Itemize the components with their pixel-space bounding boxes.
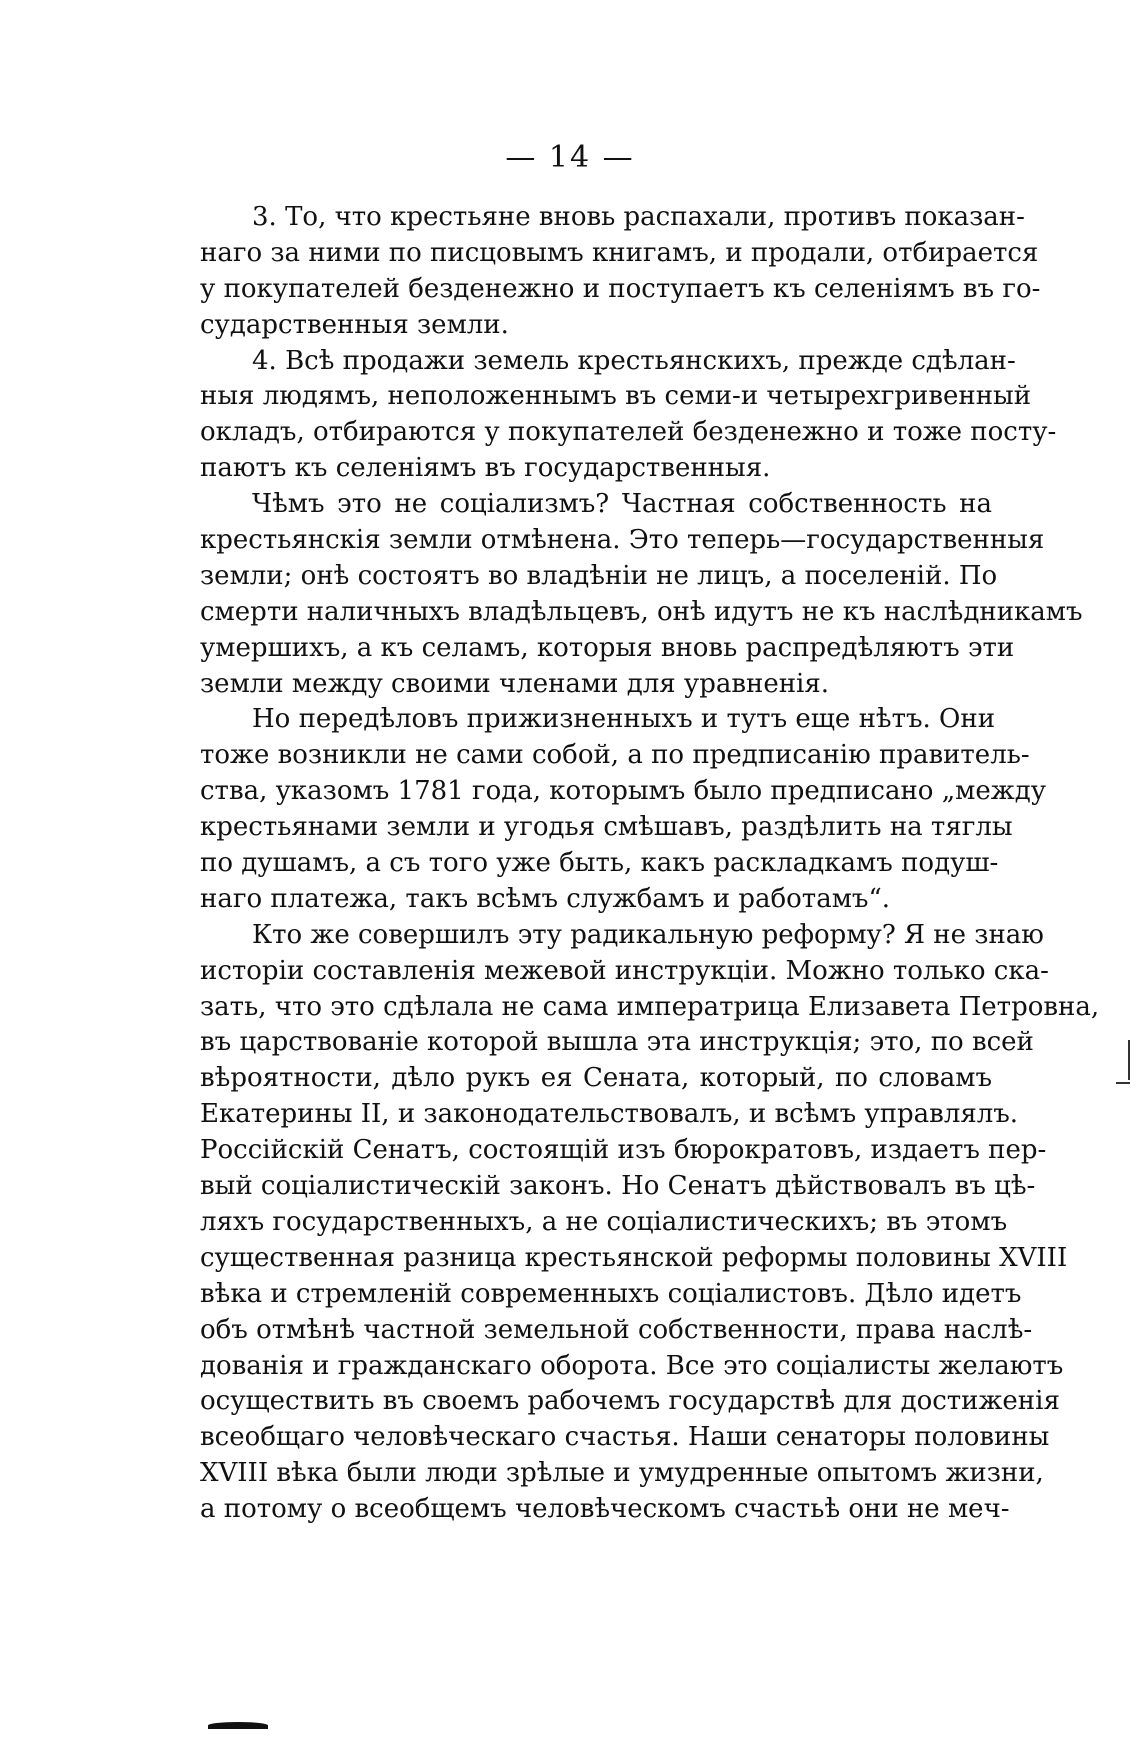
text-line: земли; онѣ состоятъ во владѣніи не лицъ, а поселеній. По [200,560,998,591]
text-line: зать, что это сдѣлала не сама императрица Елизавета Петровна, [200,991,1100,1022]
text-line: крестьянскія земли отмѣнена. Это теперь—государственныя [200,525,1045,556]
text-line: 4. Всѣ продажи земель крестьянскихъ, прежде сдѣлан- [252,345,1016,376]
text-line: окладъ, отбираются у покупателей безденежно и тоже посту- [200,417,1057,448]
text-line: наго за ними по писцовымъ книгамъ, и продали, отбирается [200,237,1039,268]
margin-mark-tick [1116,1082,1130,1084]
text-line: тоже возникли не сами собой, а по предписанію правитель- [200,740,1030,771]
text-line: вый соціалистическій законъ. Но Сенатъ дѣйствовалъ въ цѣ- [200,1171,1036,1202]
text-line: осуществить въ своемъ рабочемъ государствѣ для достиженія [200,1386,1060,1417]
text-line: объ отмѣнѣ частной земельной собственности, права наслѣ- [200,1314,1033,1345]
text-line: ства, указомъ 1781 года, которымъ было предписано „между [200,776,1047,807]
text-line: всеобщаго человѣческаго счастья. Наши сенаторы половины [200,1422,1050,1453]
text-line: ныя людямъ, неположеннымъ въ семи-и четырехгривенный [200,381,1032,412]
text-line: Но передѣловъ прижизненныхъ и тутъ еще нѣтъ. Они [252,704,996,735]
body-text [200,200,1100,1528]
text-line: ляхъ государственныхъ, а не соціалистическихъ; въ этомъ [200,1206,1008,1237]
text-line: въ царствованіе которой вышла эта инструкція; это, по всей [200,1027,1034,1058]
text-line: у покупателей безденежно и поступаетъ къ селеніямъ въ го- [200,273,1041,304]
page-number: — 14 — [505,140,635,175]
text-line: сударственныя земли. [200,309,509,340]
text-line: крестьянами земли и угодья смѣшавъ, раздѣлить на тяглы [200,812,1013,843]
text-line: XVIII вѣка были люди зрѣлые и умудренные опытомъ жизни, [200,1458,1044,1489]
text-line: смерти наличныхъ владѣльцевъ, онѣ идутъ не къ наслѣдникамъ [200,596,1083,627]
print-smudge [208,1722,268,1729]
text-line: земли между своими членами для уравненія. [200,668,830,699]
text-line: по душамъ, а съ того уже быть, какъ раскладкамъ подуш- [200,848,999,879]
text-line: Россійскій Сенатъ, состоящій изъ бюрократовъ, издаетъ пер- [200,1135,1047,1166]
text-line: дованія и гражданскаго оборота. Все это соціалисты желаютъ [200,1350,1064,1381]
text-line: существенная разница крестьянской реформы половины XVIII [200,1242,1068,1273]
text-line: вѣроятности, дѣло рукъ ея Сената, который, по словамъ [200,1063,992,1094]
text-line: Чѣмъ это не соціализмъ? Частная собственность на [252,489,992,520]
text-line: вѣка и стремленій современныхъ соціалистовъ. Дѣло идетъ [200,1278,1022,1309]
text-line: Екатерины II, и законодательствовалъ, и всѣмъ управлялъ. [200,1099,1019,1130]
text-line: исторіи составленія межевой инструкціи. Можно только ска- [200,955,1049,986]
text-line: паютъ къ селеніямъ въ государственныя. [200,453,771,484]
text-line: умершихъ, а къ селамъ, которыя вновь распредѣляютъ эти [200,632,1015,663]
text-line: а потому о всеобщемъ человѣческомъ счастьѣ они не меч- [200,1494,1010,1525]
text-line: наго платежа, такъ всѣмъ службамъ и работамъ“. [200,883,891,914]
margin-mark-line [1128,1040,1130,1080]
text-line: 3. То, что крестьяне вновь распахали, противъ показан- [252,202,1025,232]
text-line: Кто же совершилъ эту радикальную реформу? Я не знаю [252,919,1044,950]
